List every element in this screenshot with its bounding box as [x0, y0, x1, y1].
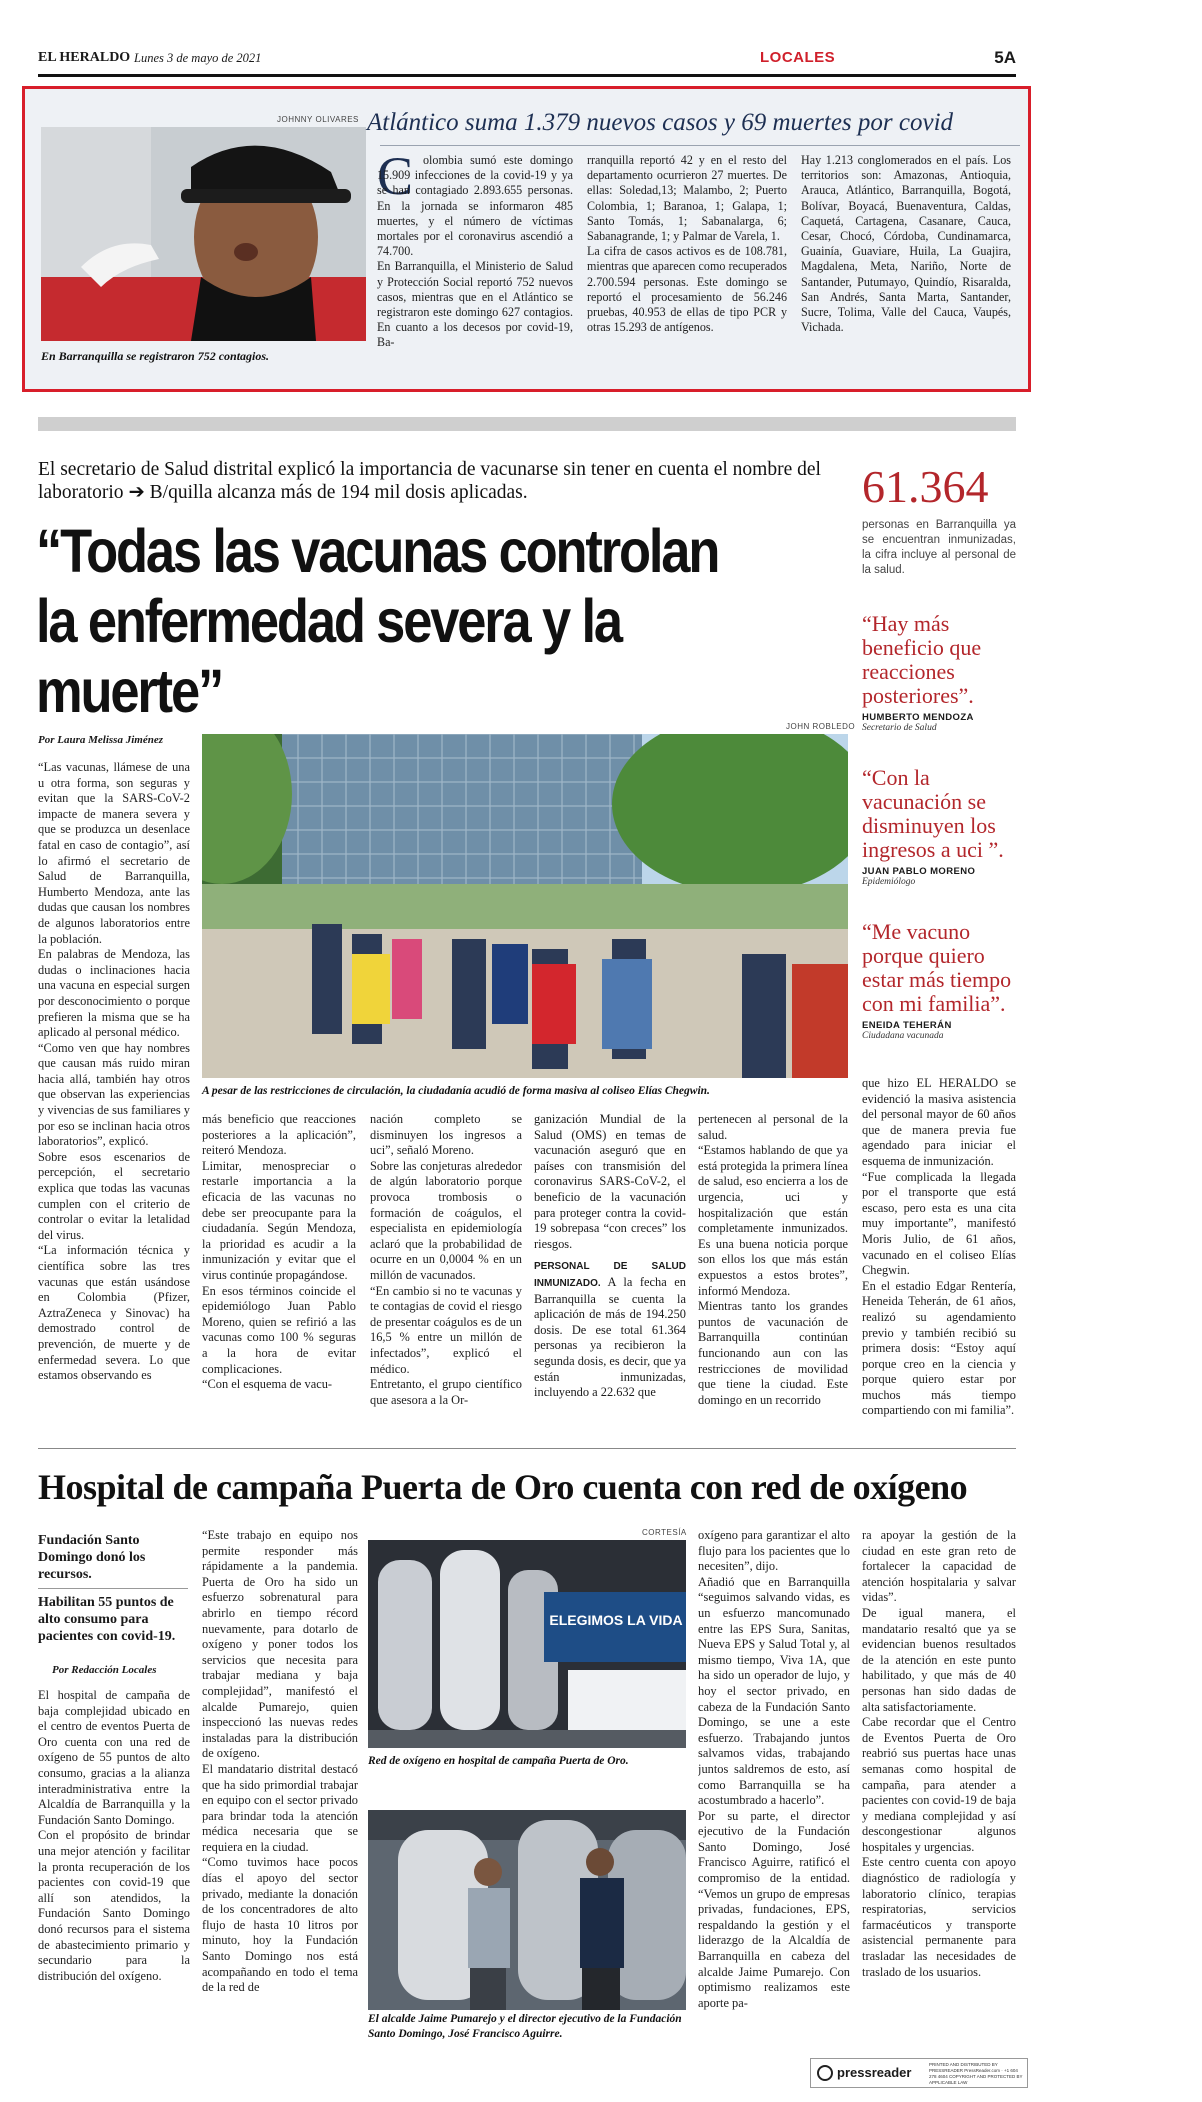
quote-1-text: “Hay más beneficio que reacciones posteriores”.: [862, 611, 982, 708]
quote-1-role: Secretario de Salud: [862, 723, 937, 733]
hospital-photo-2: [368, 1810, 686, 2010]
quote-2-name: JUAN PABLO MORENO: [862, 866, 976, 877]
main-photo: [202, 734, 848, 1078]
box-col-1: olombia sumó este domingo 15.909 infecciones de la covid-19 y ya se han contagiado 2.893.655 personas. En la jornada se informaron 485 muertes, y el número de víctimas mortales por el coronavirus ascendió a 74.700. En Barranquilla, el Ministerio de Salud y Protección Social reportó 752 nuevos casos, mientras que en el Atlántico se registraron este domingo 627 contagios. En cuanto a los decesos por covid-19, Ba-: [377, 153, 573, 350]
box-col-2: rranquilla reportó 42 y en el resto del departamento ocurrieron 27 muertes. De ellas: Soledad,13; Malambo, 2; Puerto Colombia, 1; Baranoa, 1; Galapa, 1; Santo Tomás, 1; Sabanalarga, 6; Sabanagrande, 1; y Palmar de Varela, 1. La cifra de casos activos es de 108.781, mientras que aparecen como recuperados 2.700.594 personas. Este domingo se reportó el procesamiento de 56.246 pruebas, 40.953 de ellas de tipo PCR y otras 15.293 de antígenos.: [587, 153, 787, 335]
pressreader-logo-icon: [817, 2065, 833, 2081]
box-title-rule: [380, 145, 1020, 146]
quote-2: [862, 766, 1018, 887]
main-byline: Por Laura Melissa Jiménez: [38, 734, 163, 746]
hospital-photo-1: [368, 1540, 686, 1748]
page-number: 5A: [994, 48, 1016, 67]
hospital-byline: Por Redacción Locales: [52, 1664, 157, 1676]
box-photo-caption: En Barranquilla se registraron 752 contagios.: [41, 349, 270, 363]
stat-text: personas en Barranquilla ya se encuentran inmunizadas, la cifra incluye al personal de la salud.: [862, 519, 1016, 576]
main-col-4-text: ganización Mundial de la Salud (OMS) en temas de vacunación aseguró que en países con transmisión del coronavirus SARS-CoV-2, el beneficio de la vacunación para proteger contra la covid-19 sobrepasa “con creces” los riesgos.: [534, 1112, 686, 1251]
hospital-col-3: oxígeno para garantizar el alto flujo para los pacientes que lo necesiten”, dijo. Añadió que en Barranquilla “seguimos salvando vidas, es un esfuerzo mancomunado entre las EPS Sura, Sanitas, Nueva EPS y Salud Total y, al mismo tiempo, Viva 1A, que ha sido un operador de lujo, y hoy el sector privado, en cabeza de la Fundación Santo Domingo, se une a este esfuerzo. Trabajando juntos salvamos vidas, trabajando juntos saldremos de esto, así como Barranquilla se ha acostumbrado a hacerlo”. Por su parte, el director ejecutivo de la Fundación Santo Domingo, José Francisco Aguirre, ratificó el compromiso de la entidad. “Vemos un grupo de empresas privadas, fundaciones, EPS, respaldando la gestión y el liderazgo de la Alcaldía de Barranquilla en cabeza del alcalde Jaime Pumarejo. Con optimismo realizamos este aporte pa-: [698, 1528, 850, 2010]
hospital-photo-credit: CORTESÍA: [642, 1528, 687, 1537]
stat-number: 61.364: [862, 461, 989, 512]
deck-text-1: El secretario de Salud distrital explicó la importancia de vacunarse sin tener en cuenta el nombre del laboratorio: [38, 459, 821, 503]
box-story: [22, 86, 1031, 392]
main-photo-credit: JOHN ROBLEDO: [786, 722, 856, 731]
covid-test-photo: [41, 127, 366, 341]
main-photo-caption: A pesar de las restricciones de circulación, la ciudadanía acudió de forma masiva al coliseo Elías Chegwin.: [202, 1085, 710, 1097]
box-photo-credit: JOHNNY OLIVARES: [277, 115, 359, 124]
quote-1-name: HUMBERTO MENDOZA: [862, 712, 974, 723]
box-col-3: Hay 1.213 conglomerados en el país. Los territorios son: Amazonas, Antioquia, Arauca, Atlántico, Barranquilla, Bogotá, Bolívar, Boyacá, Buenaventura, Caldas, Caquetá, Cartagena, Casanare, Cauca, Cesar, Chocó, Córdoba, Cundinamarca, Guainía, Guaviare, Huila, La Guajira, Magdalena, Meta, Nariño, Norte de Santander, Putumayo, Quindío, Risaralda, San Andrés, Santa Marta, Santander, Sucre, Tolima, Valle del Cauca, Vaupés, Vichada.: [801, 153, 1011, 335]
sign-text: ELEGIMOS LA VIDA: [549, 1612, 683, 1628]
main-col-4-subtext: A la fecha en Barranquilla se cuenta la aplicación de más de 194.250 dosis. De ese total 61.364 personas ya recibieron la segunda dosis, es decir, que ya están inmunizadas, incluyendo a 22.632 que: [534, 1274, 686, 1400]
pressreader-fine-print: PRINTED AND DISTRIBUTED BY PRESSREADER PressReader.com · +1 604 278 4604 COPYRIGHT AND PROTECTED BY APPLICABLE LAW: [929, 2062, 1023, 2085]
main-col-4-sub: [534, 1258, 686, 1400]
main-col-5: pertenecen al personal de la salud. “Estamos hablando de que ya está protegida la primera línea de salud, eso encierra a los de urgencia, uci y hospitalización que están completamente inmunizados. Es una buena noticia porque son ellos los que más están expuestos a estos brotes”, informó Mendoza. Mientras tanto los grandes puntos de vacunación de Barranquilla continúan funcionando aun con las restricciones de movilidad que tiene la ciudad. Este domingo en un recorrido: [698, 1112, 848, 1407]
pressreader-brand: pressreader: [837, 2065, 912, 2080]
quote-2-role: Epidemiólogo: [862, 877, 916, 887]
hospital-headline: Hospital de campaña Puerta de Oro cuenta con red de oxígeno: [38, 1467, 968, 1507]
main-col-1: “Las vacunas, llámese de una u otra forma, son seguras y evitan que la SARS-CoV-2 impacte de manera severa y que se produzca un desenlace fatal en caso de contagio”, así lo afirmó el secretario de Salud de Barranquilla, Humberto Mendoza, ante las dudas que causan los nombres de algunos laboratorios entre la población. En palabras de Mendoza, las dudas o inclinaciones hacia una vacuna en especial surgen por desconocimiento o porque prefieren la misma que se ha aplicado al personal médico. “Como ven que hay nombres que causan más ruido miran hacia allá, también hay otros que observan las experiencias y vivencias de sus familiares y por eso se inclinan hacia otros laboratorios”, explicó. Sobre esos escenarios de percepción, el secretario explica que todas las vacunas cumplen con el criterio de controlar o evitar la letalidad del virus. “La información técnica y científica sobre las tres vacunas que están usándose en Colombia (Pfizer, AztraZeneca y Sinovac) ha demostrado control de prevención, de muerte y de enfermedad severa. Lo que estamos observando es: [38, 760, 190, 1383]
quote-3-role: Ciudadana vacunada: [862, 1031, 944, 1041]
arrow-icon: ➔: [128, 482, 145, 503]
quote-3-name: ENEIDA TEHERÁN: [862, 1020, 952, 1031]
main-headline: “Todas las vacunas controlan la enfermedad severa y la muerte”: [36, 517, 719, 725]
pressreader-footer: [810, 2058, 1028, 2088]
hospital-caption-1: Red de oxígeno en hospital de campaña Puerta de Oro.: [368, 1755, 629, 1767]
header-rule: [38, 74, 1016, 77]
deck-text-2: B/quilla alcanza más de 194 mil dosis aplicadas.: [149, 482, 528, 503]
quote-1: [862, 612, 1018, 733]
hospital-col-1: El hospital de campaña de baja complejidad ubicado en el centro de eventos Puerta de Oro cuenta con una red de oxígeno de 55 puntos de alto consumo, gracias a la alianza interadministrativa entre la Alcaldía de Barranquilla y la Fundación Santo Domingo. Con el propósito de brindar una mejor atención y facilitar la pronta recuperación de los pacientes con covid-19 que allí son atendidos, la Fundación Santo Domingo donó recursos para el sistema de abastecimiento primario y secundario para la distribución del oxígeno.: [38, 1688, 190, 1983]
hospital-col-4: ra apoyar la gestión de la ciudad en este gran reto de fortalecer la capacidad de atención hospitalaria y salvar vidas”. De igual manera, el mandatario resaltó que ya se evidencian buenos resultados de la atención en este punto habilitado, y que más de 40 personas han sido dadas de alta satisfactoriamente. Cabe recordar que el Centro de Eventos Puerta de Oro reabrió sus puertas hace unas semanas como hospital de campaña, para atender a pacientes con covid-19 de baja y mediana complejidad y así descongestionar algunos hospitales y urgencias. Este centro cuenta con apoyo diagnóstico de radiología y laboratorio clínico, terapias respiratorias, servicios farmacéuticos y transporte asistencial permanente para trasladar las necesidades de traslado de los usuarios.: [862, 1528, 1016, 1979]
section-divider: [38, 417, 1016, 431]
oxygen-tanks-photo: [368, 1540, 686, 1748]
box-title: Atlántico suma 1.379 nuevos casos y 69 muertes por covid: [367, 109, 954, 136]
main-col-4: [534, 1112, 686, 1424]
box-dropcap: C: [377, 146, 414, 206]
main-col-6: que hizo EL HERALDO se evidenció la masiva asistencia del personal mayor de 60 años que de manera previa fue agendado para iniciar el esquema de inmunización. “Fue complicada la llegada por el transporte que está escaso, pero esta es una cita muy importante”, manifestó Moris Julio, de 61 años, vacunado en el coliseo Elías Chegwin. En el estadio Edgar Rentería, Heneida Teherán, de 61 años, realizó su agendamiento previo y también recibió su primera dosis: “Estoy aquí porque creo en la ciencia y porque quiero estar por muchos más tiempo compartiendo con mi familia”.: [862, 1076, 1016, 1418]
main-deck: [38, 458, 848, 504]
hospital-summary-1: Fundación Santo Domingo donó los recursos.: [38, 1533, 146, 1582]
issue-date: Lunes 3 de mayo de 2021: [134, 51, 262, 65]
subhead-label: PERSONAL DE SALUD INMUNIZADO.: [534, 1261, 686, 1289]
hospital-summary-rule: [38, 1588, 188, 1589]
hospital-col-2: “Este trabajo en equipo nos permite responder más rápidamente a la pandemia. Puerta de Oro ha sido un esfuerzo sobrenatural para abrirlo en tiempo récord nuevamente, para dotarlo de oxígeno y poner todos los servicios que necesita para trabajar mediana y baja complejidad”, manifestó el alcalde Pumarejo, quien inspeccionó las nuevas redes instaladas para la distribución de oxígeno. El mandatario distrital destacó que ha sido primordial trabajar en equipo con el sector privado para brindar toda la atención médica necesaria que se requiera en la ciudad. “Como tuvimos hace pocos días el apoyo del sector privado, mediante la donación de los concentradores de alto flujo de hasta 10 litros por minuto, hoy la Fundación Santo Domingo nos está acompañando en todo el tema de la red de: [202, 1528, 358, 1995]
main-col-2: más beneficio que reacciones posteriores a la aplicación”, reiteró Mendoza. Limitar, menospreciar o restarle importancia a la eficacia de las vacunas no debe ser preocupante para la ciudadanía. Según Mendoza, la prioridad es acudir a la inmunización y evitar que el virus continúe propagándose. En esos términos coincide el epidemiólogo Juan Pablo Moreno, quien se refirió a las vacunas como 100 % seguras a la hora de evitar complicaciones. “Con el esquema de vacu-: [202, 1112, 356, 1392]
mayor-director-photo: [368, 1810, 686, 2010]
hospital-divider: [38, 1448, 1016, 1449]
vaccination-crowd-photo: [202, 734, 848, 1078]
section-name: LOCALES: [760, 49, 836, 66]
hospital-summary-2: Habilitan 55 puntos de alto consumo para pacientes con covid-19.: [38, 1595, 176, 1644]
right-rail: [862, 462, 1016, 578]
paper-name: EL HERALDO: [38, 50, 131, 65]
hospital-caption-2: El alcalde Jaime Pumarejo y el director ejecutivo de la Fundación Santo Domingo, José Francisco Aguirre.: [368, 2013, 682, 2040]
quote-3: [862, 920, 1018, 1041]
quote-2-text: “Con la vacunación se disminuyen los ingresos a uci ”.: [862, 765, 1004, 862]
main-col-3: nación completo se disminuyen los ingresos a uci”, señaló Moreno. Sobre las conjeturas alrededor de algún laboratorio porque provoca trombosis o formación de coágulos, el especialista en epidemiología aclaró que la probabilidad de ocurre en un 0,0004 % en un millón de vacunados. “En cambio si no te vacunas y te contagias de covid el riesgo de presentar coágulos es de un 16,5 % entre un millón de infectados”, explicó el médico. Entretanto, el grupo científico que asesora a la Or-: [370, 1112, 522, 1407]
header-bar: [38, 46, 1016, 76]
box-photo: [41, 127, 366, 341]
quote-3-text: “Me vacuno porque quiero estar más tiempo con mi familia”.: [862, 919, 1012, 1016]
